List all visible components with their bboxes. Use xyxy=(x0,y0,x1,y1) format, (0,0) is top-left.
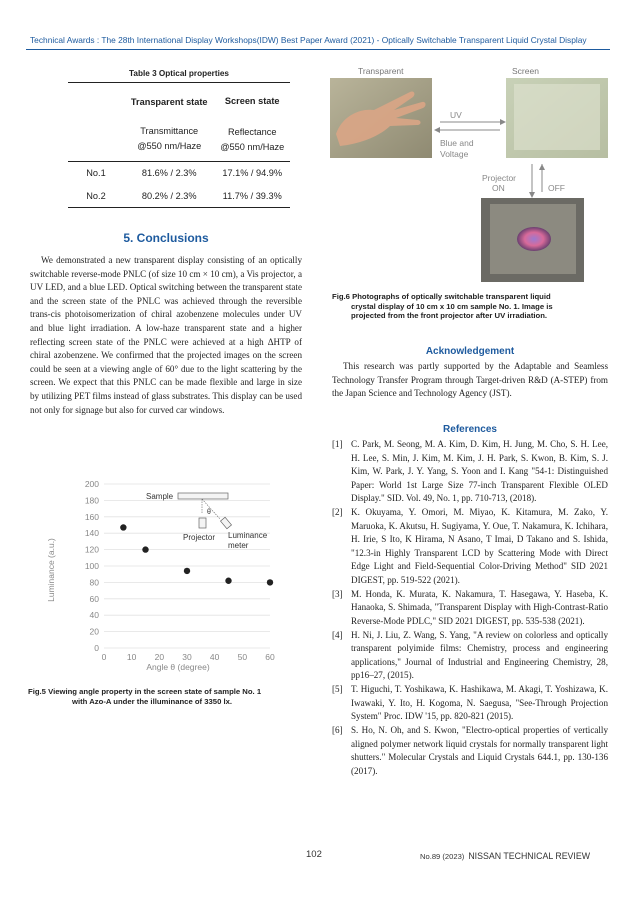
data-point xyxy=(184,568,190,574)
transparent-label: Transparent xyxy=(358,66,404,76)
x-tick-label: 50 xyxy=(237,652,248,662)
journal-footer: No.89 (2023) NISSAN TECHNICAL REVIEW xyxy=(420,851,591,861)
reference-item: [3] M. Honda, K. Murata, K. Nakamura, T. Hasegawa, Y. Haseba, K. Hanaoka, S. Shimada, "Transparent Display with High-Contrast-Ratio Reverse-Mode PDLC," SID 2021 DIGEST, pp. 535-538 (2021). xyxy=(332,588,608,626)
reference-list xyxy=(332,438,608,779)
data-point xyxy=(120,524,126,530)
inset-meter-label-1: Luminance xyxy=(228,531,268,540)
projector-label: Projector xyxy=(482,173,517,183)
col-screen-header: Screen state xyxy=(224,95,280,106)
chart-ticks xyxy=(85,479,275,662)
conclusions-title: 5. Conclusions xyxy=(123,231,209,245)
projected-spot xyxy=(517,227,551,251)
reference-item: [1] C. Park, M. Seong, M. A. Kim, D. Kim, H. Jung, M. Cho, S. H. Lee, H. Lee, S. Min, J. Kim, M. Kim, J. H. Park, S. Kwon, B. Kim, S. J. Kim, W. Park, J. Y. Yang, S. Yoon and I. Kang "54-1: Distinguished Paper: World 1st Large Size 77-inch Transparent Flexible OLED Display." SID. Vol. 49, No. 1, pp. 710-713, (2018). xyxy=(332,439,608,503)
figure-6-caption: Fig.6 Photographs of optically switchable transparent liquid crystal display of 10 cm x 10 cm sample No. 1. Image is projected from the front projector after UV irradiation. xyxy=(332,292,553,321)
sample-plate xyxy=(178,493,228,499)
table-caption: Table 3 Optical properties xyxy=(129,69,229,78)
conclusions-text: We demonstrated a new transparent display consisting of an optically switchable reverse-mode PNLC (of size 10 cm × 10 cm), a Vis projector, a UV LED, and a blue LED. Optical switching between the transparent state and the screen state of the PNLC was achieved through the reversible trans-cis photoisomerization of chiral azobenzene molecules under UV and blue light irradiation. A low-haze transparent state and a higher reflecting screen state of the PNLC were achieved at a high ΔHTP of chiral azobenzene. We confirmed that the projected images on the screen could be seen at a viewing angle of 60° due to the light scattering by the screen. We expect that this PNLC can be made flexible and large in size by utilizing PET films instead of glass substrates. This display can be used not only for signage but also for curved car windows. xyxy=(30,255,302,415)
y-tick-label: 120 xyxy=(84,544,99,555)
y-tick-label: 140 xyxy=(84,528,99,539)
figure-5-caption: Fig.5 Viewing angle property in the screen state of sample No. 1 with Azo-A under the illuminance of 3350 lx. xyxy=(28,687,262,706)
references-title: References xyxy=(443,424,497,435)
acknowledgement-text: This research was partly supported by the Adaptable and Seamless Technology Transfer Program through Target-driven R&D (A-STEP) from the Japan Science and Technology Agency (JST). xyxy=(332,361,608,399)
y-tick-label: 60 xyxy=(89,593,99,604)
projector-shape xyxy=(199,518,206,528)
reference-item: [2] K. Okuyama, Y. Omori, M. Miyao, K. Kitamura, M. Zako, Y. Maruoka, K. Akutsu, H. Sugiyama, Y. Oue, T. Nakamura, K. Ichihara, H. Irie, S Ito, K Hirama, N Asano, T Imai, D Takano and S. Ishida, "12.3-in Highly Transparent LCD by Scattering Mode with Direct Edge Light and Field-Sequential Color-Driving Method" SID 2021 DIGEST, pp. 519-522 (2021). xyxy=(332,507,608,585)
x-axis-label: Angle θ (degree) xyxy=(146,662,210,672)
inset-theta-label: θ xyxy=(207,509,211,516)
reflectance-unit: @550 nm/Haze xyxy=(220,141,285,152)
chart-grid xyxy=(104,484,270,648)
page-number: 102 xyxy=(306,849,322,860)
x-tick-label: 0 xyxy=(101,652,107,662)
x-tick-label: 40 xyxy=(209,652,220,662)
running-header: Technical Awards : The 28th International Display Workshops(IDW) Best Paper Award (2021) - Optically Switchable Transparent Liquid Crystal Display xyxy=(30,35,587,45)
col-transparent-header: Transparent state xyxy=(130,96,208,107)
y-axis-label: Luminance (a.u.) xyxy=(46,538,56,602)
projector-off-label: OFF xyxy=(548,183,565,193)
inset-projector-label: Projector xyxy=(183,533,216,542)
y-tick-label: 180 xyxy=(84,495,99,506)
screen-label: Screen xyxy=(512,66,539,76)
x-tick-label: 20 xyxy=(154,652,165,662)
blue-voltage-label-2: Voltage xyxy=(440,149,469,159)
uv-label: UV xyxy=(450,110,462,120)
y-tick-label: 200 xyxy=(84,479,99,489)
reference-item: [5] T. Higuchi, T. Yoshikawa, K. Hashikawa, M. Akagi, T. Yoshizawa, K. Iwawaki, Y. Ito, H. Kogoma, N. Saegusa, "See-Through Projection System" Proc. IDW '15, pp. 820-821 (2015). xyxy=(332,684,608,721)
y-tick-label: 40 xyxy=(89,610,99,621)
table-row: No.1 81.6% / 2.3% 17.1% / 94.9% xyxy=(86,168,283,179)
transmittance-label: Transmittance xyxy=(140,125,199,136)
x-tick-label: 30 xyxy=(182,652,192,662)
transmittance-unit: @550 nm/Haze xyxy=(137,140,202,151)
y-tick-label: 160 xyxy=(84,511,99,522)
y-tick-label: 0 xyxy=(94,643,99,653)
inset-meter-label-2: meter xyxy=(228,541,249,550)
viewing-angle-chart xyxy=(40,472,290,682)
inset-sample-label: Sample xyxy=(146,492,174,501)
data-point xyxy=(267,579,273,585)
header-rule xyxy=(26,49,610,50)
figure-6-photos xyxy=(330,64,608,288)
y-tick-label: 100 xyxy=(84,561,99,571)
data-point xyxy=(225,578,231,584)
luminance-meter-shape xyxy=(220,517,231,529)
y-tick-label: 20 xyxy=(89,626,99,637)
data-point xyxy=(142,546,148,552)
table-row: No.2 80.2% / 2.3% 11.7% / 39.3% xyxy=(68,185,290,207)
x-tick-label: 10 xyxy=(126,652,137,662)
reference-item: [4] H. Ni, J. Liu, Z. Wang, S. Yang, "A review on colorless and optically transparent polyimide films: Chemistry, process and engineering applications," Journal of Industrial and Engineering Chemistry, 28, pp16–27, (2015). xyxy=(332,629,608,680)
reflectance-label: Reflectance xyxy=(227,126,277,137)
reference-item: [6] S. Ho, N. Oh, and S. Kwon, "Electro-optical properties of vertically aligned polymer network liquid crystals for normally transparent light shutters." Molecular Crystals and Liquid Crystals 644.1, pp. 130-136 (2017). xyxy=(332,725,608,776)
projector-on-label: ON xyxy=(492,183,505,193)
acknowledgement-title: Acknowledgement xyxy=(425,346,515,357)
blue-voltage-label-1: Blue and xyxy=(440,138,474,148)
optical-properties-table xyxy=(68,82,290,208)
y-tick-label: 80 xyxy=(89,577,99,588)
x-tick-label: 60 xyxy=(265,652,275,662)
